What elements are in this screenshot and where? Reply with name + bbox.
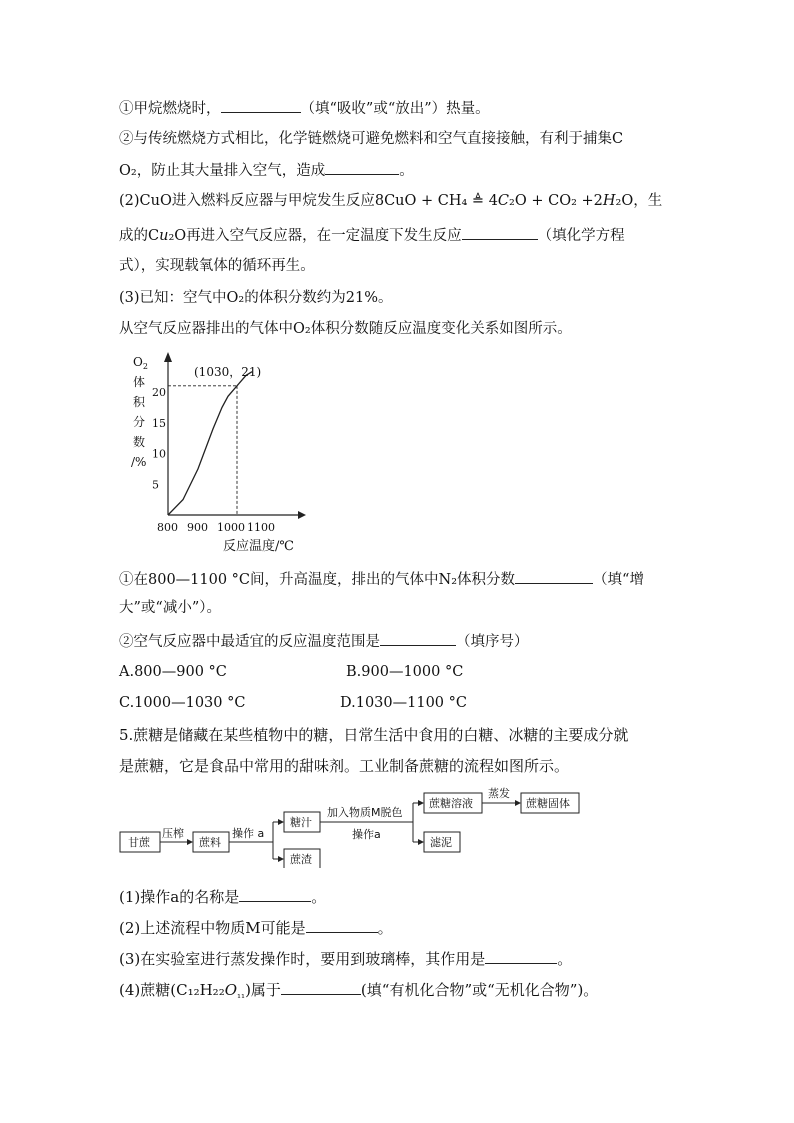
- node-label: 甘蔗: [128, 836, 150, 849]
- answer-blank[interactable]: [380, 630, 456, 646]
- answer-blank[interactable]: [462, 224, 538, 240]
- text: (1)操作a的名称是: [119, 888, 240, 906]
- arrow-head-icon: [278, 856, 284, 862]
- o2-temperature-chart: [128, 350, 318, 555]
- text: u: [159, 228, 169, 244]
- option-c[interactable]: C.1000—1030 °C: [119, 695, 246, 711]
- reaction-line-cont: [119, 224, 625, 246]
- s1-line: [119, 886, 326, 907]
- sucrose-process-flow: [118, 786, 598, 868]
- text: (4)蔗糖(C₁₂H₂₂: [119, 981, 225, 999]
- ylabel-char: 体: [133, 375, 146, 389]
- answer-blank[interactable]: [325, 159, 399, 175]
- text: 。: [557, 950, 573, 968]
- s3-line: [119, 948, 572, 969]
- xlabel: 反应温度/℃: [223, 539, 294, 554]
- node-label: 蔗糖固体: [526, 797, 570, 810]
- ylabel-o2: $O_2$: [133, 355, 148, 371]
- edge-label: 操作a: [352, 828, 381, 841]
- text: ②空气反应器中最适宜的反应温度范围是: [119, 634, 380, 650]
- edge-label: 压榨: [162, 827, 184, 840]
- edge-label: 操作 a: [232, 827, 265, 840]
- y-tick-label: 20: [152, 386, 166, 399]
- option-a[interactable]: A.800—900 °C: [119, 664, 227, 680]
- node-label: 滤泥: [430, 836, 452, 849]
- edge-label: 蒸发: [488, 787, 510, 800]
- text: ①在800—1100 °C间，升高温度，排出的气体中N₂体积分数: [119, 572, 516, 588]
- q3-2-line: [119, 630, 529, 652]
- text: 。: [377, 919, 393, 937]
- text: C: [497, 193, 510, 209]
- answer-blank[interactable]: [239, 886, 311, 902]
- node-label: 蔗料: [199, 836, 221, 849]
- reaction-line: [119, 191, 662, 211]
- y-tick-label: 10: [152, 447, 166, 461]
- q3-1-line: [119, 568, 644, 590]
- y-tick-label: 5: [152, 478, 159, 492]
- ylabel-char: 数: [133, 435, 146, 449]
- point-annotation: (1030，21): [194, 365, 262, 379]
- text: （填“吸收”或“放出”）热量。: [300, 101, 490, 117]
- text-line: 大”或“减小”）。: [119, 600, 221, 616]
- y-axis-arrow-icon: [164, 352, 172, 362]
- text: （填化学方程: [537, 228, 625, 244]
- answer-blank[interactable]: [306, 917, 378, 933]
- ylabel-char: 积: [133, 395, 146, 409]
- text: 。: [311, 888, 327, 906]
- s4-line: [119, 979, 598, 1006]
- node-label: 糖汁: [290, 816, 312, 829]
- node-label: 蔗糖溶液: [429, 797, 473, 810]
- q1-line: [119, 97, 490, 119]
- arrow-head-icon: [278, 819, 284, 825]
- text: ₂O，生: [615, 193, 663, 209]
- q5-text: 5.蔗糖是储藏在某些植物中的糖，日常生活中食用的白糖、冰糖的主要成分就: [119, 726, 629, 744]
- answer-blank[interactable]: [515, 568, 593, 584]
- answer-blank[interactable]: [485, 948, 557, 964]
- edge-label: 加入物质M脱色: [327, 806, 403, 819]
- option-b[interactable]: B.900—1000 °C: [346, 664, 464, 680]
- text: (2)CuO进入燃料反应器与甲烷发生反应8CuO + CH₄ ≜ 4: [119, 193, 498, 209]
- x-axis-arrow-icon: [298, 511, 306, 519]
- answer-blank[interactable]: [221, 97, 301, 113]
- ylabel-char: /%: [131, 455, 147, 469]
- option-d[interactable]: D.1030—1100 °C: [340, 695, 467, 711]
- x-tick-label: 800: [157, 521, 178, 534]
- q2-line: ②与传统燃烧方式相比，化学链燃烧可避免燃料和空气直接接触，有利于捕集C: [119, 131, 624, 147]
- text-line: 从空气反应器排出的气体中O₂体积分数随反应温度变化关系如图所示。: [119, 321, 572, 337]
- text: (3)在实验室进行蒸发操作时，要用到玻璃棒，其作用是: [119, 950, 486, 968]
- o2-curve: [168, 372, 252, 515]
- text-line: (3)已知：空气中O₂的体积分数约为21%。: [119, 290, 393, 306]
- text: (填“有机化合物”或“无机化合物”)。: [360, 981, 599, 999]
- text: ₁₁: [237, 990, 246, 1001]
- s2-line: [119, 917, 393, 938]
- x-tick-label: 1100: [247, 521, 275, 534]
- text: ₂O + CO₂ +2: [509, 193, 603, 209]
- text: )属于: [245, 981, 281, 999]
- x-tick-label: 900: [187, 521, 208, 534]
- text: （填“增: [593, 572, 644, 588]
- arrow-head-icon: [515, 800, 521, 806]
- node-label: 蔗渣: [290, 853, 312, 866]
- text-line: 式），实现载氧体的循环再生。: [119, 258, 315, 274]
- q5-text: 是蔗糖，它是食品中常用的甜味剂。工业制备蔗糖的流程如图所示。: [119, 757, 570, 775]
- text: 成的C: [119, 228, 160, 244]
- text: （填序号）: [456, 634, 529, 650]
- y-tick-label: 15: [152, 416, 166, 430]
- text: (2)上述流程中物质M可能是: [119, 919, 306, 937]
- answer-blank[interactable]: [281, 979, 361, 995]
- ylabel-char: 分: [133, 415, 146, 429]
- text: 。: [399, 163, 414, 179]
- q2-line-cont: [119, 159, 414, 181]
- text: H: [602, 193, 616, 209]
- arrow-head-icon: [187, 839, 193, 845]
- text: O₂，防止其大量排入空气，造成: [119, 163, 326, 179]
- text: ①甲烷燃烧时，: [119, 101, 221, 117]
- arrow-head-icon: [418, 839, 424, 845]
- text: O: [224, 981, 238, 999]
- x-tick-label: 1000: [217, 521, 245, 534]
- text: ₂O再进入空气反应器，在一定温度下发生反应: [168, 228, 462, 244]
- arrow-head-icon: [418, 800, 424, 806]
